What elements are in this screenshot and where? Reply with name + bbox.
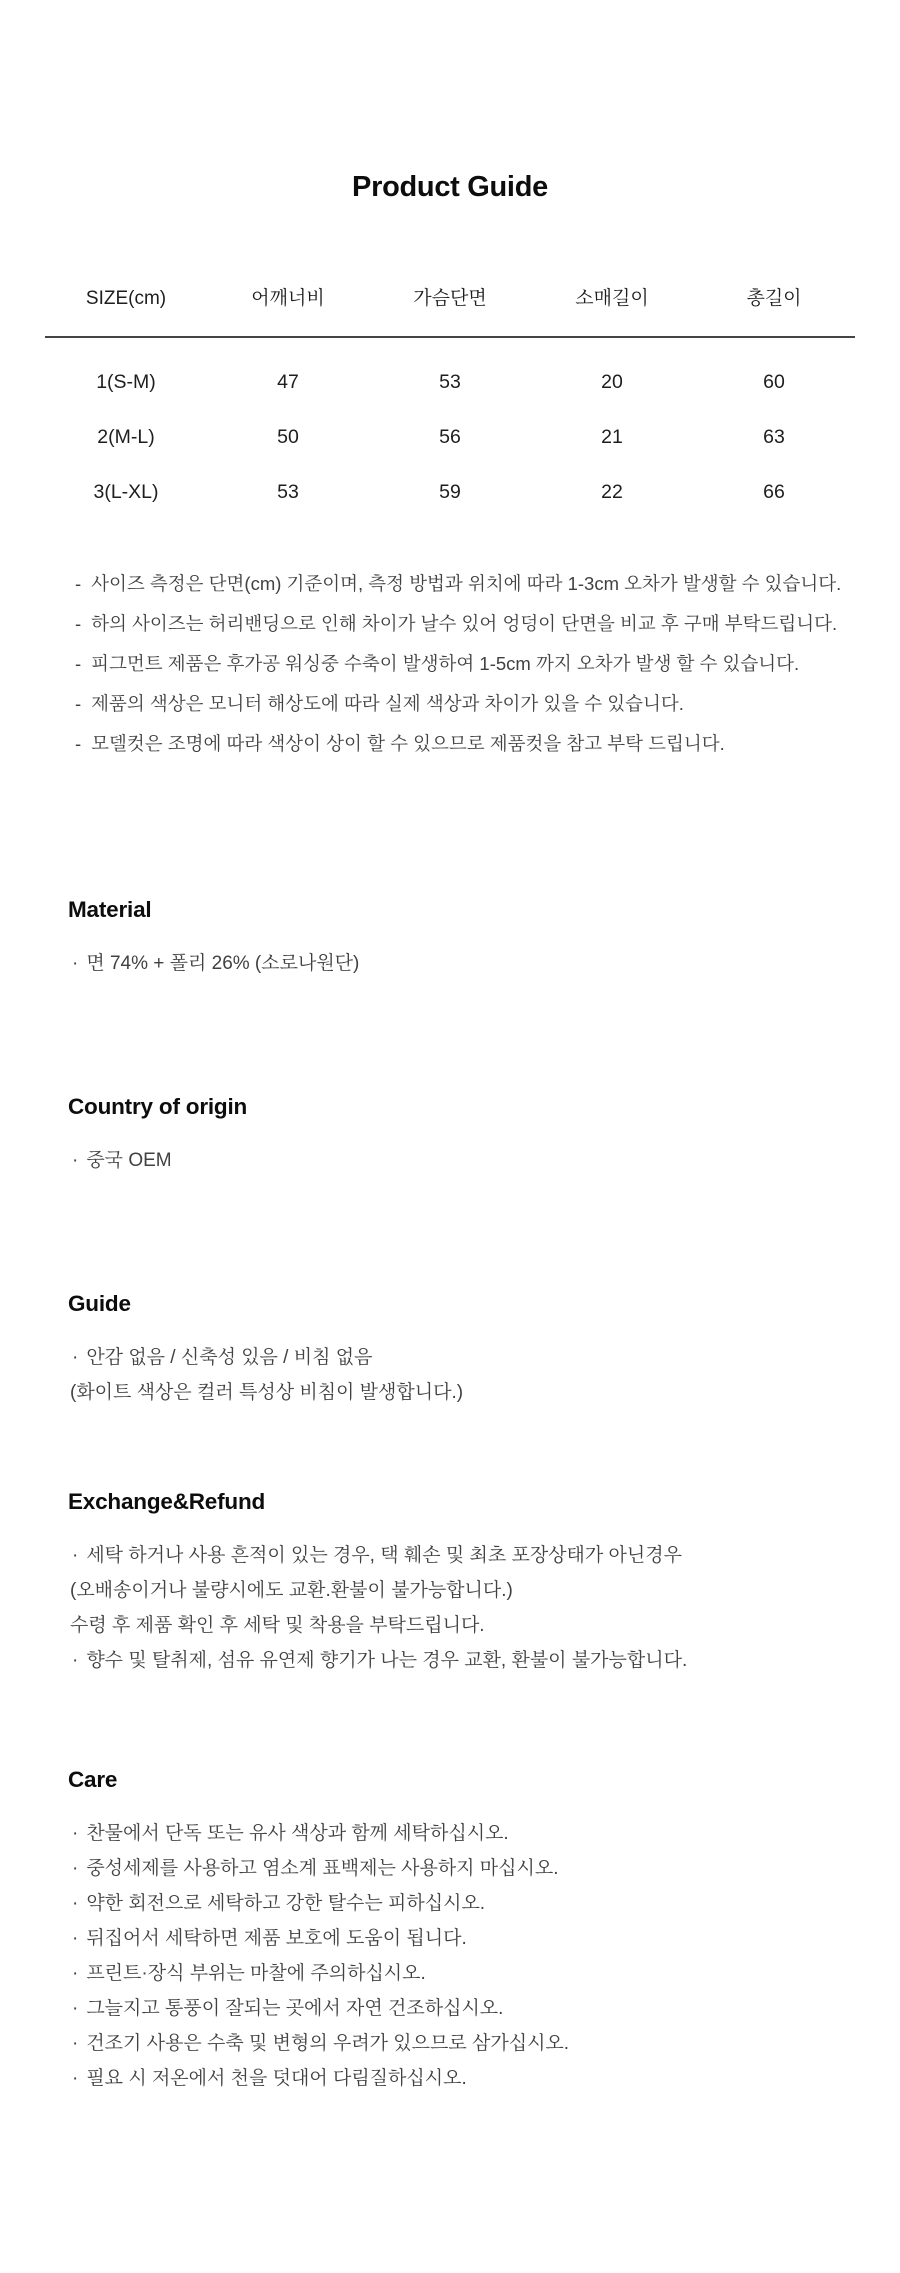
section-line-text: 중국 OEM <box>86 1150 172 1171</box>
measurement-value: 22 <box>601 480 623 503</box>
note-line <box>75 653 855 693</box>
section-line <box>68 1928 855 1963</box>
section-line-text: 중성세제를 사용하고 염소계 표백제는 사용하지 마십시오. <box>86 1858 559 1879</box>
section-material <box>45 773 855 988</box>
column-header-length: 총길이 <box>746 288 802 309</box>
section-line <box>68 1150 855 1185</box>
section-line-text: 세탁 하거나 사용 흔적이 있는 경우, 택 훼손 및 최초 포장상태가 아닌경우 <box>86 1545 682 1566</box>
measurement-value: 59 <box>439 480 461 503</box>
section-line-text: 안감 없음 / 신축성 있음 / 비침 없음 <box>86 1347 373 1368</box>
bullet-marker: · <box>72 1823 79 1844</box>
section-country-of-origin <box>45 988 855 1185</box>
bullet-marker: · <box>72 1928 79 1949</box>
column-header-shoulder: 어깨너비 <box>251 288 325 309</box>
section-line-text: 향수 및 탈취제, 섬유 유연제 향기가 나는 경우 교환, 환불이 불가능합니다. <box>86 1650 688 1671</box>
measurement-value: 20 <box>601 370 623 393</box>
section-heading: Care <box>68 1767 118 1792</box>
bullet-marker: · <box>72 2068 79 2089</box>
measurement-value: 66 <box>763 480 785 503</box>
size-table-row-2 <box>45 409 855 464</box>
note-line <box>75 733 855 773</box>
section-line-text: 뒤집어서 세탁하면 제품 보호에 도움이 됩니다. <box>86 1928 467 1949</box>
section-heading: Material <box>68 897 152 922</box>
section-heading: Exchange&Refund <box>68 1489 266 1514</box>
section-line <box>68 2033 855 2068</box>
section-line-text: 약한 회전으로 세탁하고 강한 탈수는 피하십시오. <box>86 1893 486 1914</box>
bullet-marker: · <box>72 2033 79 2054</box>
section-line-text: (화이트 색상은 컬러 특성상 비침이 발생합니다.) <box>70 1382 464 1403</box>
note-line <box>75 613 855 653</box>
section-line <box>68 1382 855 1417</box>
bullet-marker: · <box>72 953 79 974</box>
measurement-value: 60 <box>763 370 785 393</box>
dash-marker: - <box>75 693 82 714</box>
section-line <box>68 1998 855 2033</box>
measurement-value: 50 <box>277 425 299 448</box>
bullet-marker: · <box>72 1858 79 1879</box>
dash-marker: - <box>75 613 82 634</box>
size-table <box>45 288 855 519</box>
bullet-marker: · <box>72 1650 79 1671</box>
measurement-value: 53 <box>439 370 461 393</box>
measurement-value: 63 <box>763 425 785 448</box>
bullet-marker: · <box>72 1545 79 1566</box>
bullet-marker: · <box>72 1893 79 1914</box>
note-text: 피그먼트 제품은 후가공 워싱중 수축이 발생하여 1-5cm 까지 오차가 발생 할 수 있습니다. <box>91 653 800 674</box>
bullet-marker: · <box>72 1150 79 1171</box>
bullet-marker: · <box>72 1998 79 2019</box>
dash-marker: - <box>75 733 82 754</box>
size-label: 1(S-M) <box>96 370 156 393</box>
note-line <box>75 693 855 733</box>
size-label: 3(L-XL) <box>93 480 159 503</box>
note-line <box>75 573 855 613</box>
section-line <box>68 1893 855 1928</box>
section-line-text: 수령 후 제품 확인 후 세탁 및 착용을 부탁드립니다. <box>70 1615 485 1636</box>
size-table-header-row <box>45 288 855 337</box>
section-line-text: 필요 시 저온에서 천을 덧대어 다림질하십시오. <box>86 2068 467 2089</box>
measurement-value: 53 <box>277 480 299 503</box>
section-line-text: 건조기 사용은 수축 및 변형의 우려가 있으므로 삼가십시오. <box>86 2033 570 2054</box>
column-header-size: SIZE(cm) <box>85 288 167 309</box>
section-line-text: 프린트·장식 부위는 마찰에 주의하십시오. <box>86 1963 426 1984</box>
measurement-value: 47 <box>277 370 299 393</box>
column-header-chest: 가슴단면 <box>413 288 487 309</box>
dash-marker: - <box>75 573 82 594</box>
section-line <box>68 2068 855 2103</box>
section-line <box>68 1650 855 1685</box>
size-table-row-3 <box>45 464 855 519</box>
section-heading: Country of origin <box>68 1094 248 1119</box>
bullet-marker: · <box>72 1963 79 1984</box>
section-line <box>68 1545 855 1580</box>
note-text: 사이즈 측정은 단면(cm) 기준이며, 측정 방법과 위치에 따라 1-3cm 오차가 발생할 수 있습니다. <box>91 573 842 594</box>
section-line <box>68 1963 855 1998</box>
dash-marker: - <box>75 653 82 674</box>
note-text: 하의 사이즈는 허리밴딩으로 인해 차이가 날수 있어 엉덩이 단면을 비교 후 구매 부탁드립니다. <box>91 613 838 634</box>
measurement-value: 56 <box>439 425 461 448</box>
page-title: Product Guide <box>352 171 548 203</box>
section-line <box>68 1823 855 1858</box>
size-table-row-1 <box>45 337 855 409</box>
section-line-text: (오배송이거나 불량시에도 교환.환불이 불가능합니다.) <box>70 1580 513 1601</box>
section-line <box>68 1347 855 1382</box>
size-label: 2(M-L) <box>97 425 155 448</box>
section-line <box>68 953 855 988</box>
bullet-marker: · <box>72 1347 79 1368</box>
section-exchange-refund <box>45 1417 855 1685</box>
section-line <box>68 1615 855 1650</box>
note-text: 모델컷은 조명에 따라 색상이 상이 할 수 있으므로 제품컷을 참고 부탁 드립니다. <box>91 733 725 754</box>
note-text: 제품의 색상은 모니터 해상도에 따라 실제 색상과 차이가 있을 수 있습니다. <box>91 693 684 714</box>
section-line-text: 면 74% + 폴리 26% (소로나원단) <box>86 953 360 974</box>
section-line <box>68 1580 855 1615</box>
section-care <box>45 1685 855 2103</box>
section-guide <box>45 1185 855 1417</box>
sizing-disclaimers <box>45 519 855 773</box>
section-line-text: 그늘지고 통풍이 잘되는 곳에서 자연 건조하십시오. <box>86 1998 504 2019</box>
section-heading: Guide <box>68 1291 131 1316</box>
section-line-text: 찬물에서 단독 또는 유사 색상과 함께 세탁하십시오. <box>86 1823 509 1844</box>
column-header-sleeve: 소매길이 <box>575 288 649 309</box>
section-line <box>68 1858 855 1893</box>
measurement-value: 21 <box>601 425 623 448</box>
